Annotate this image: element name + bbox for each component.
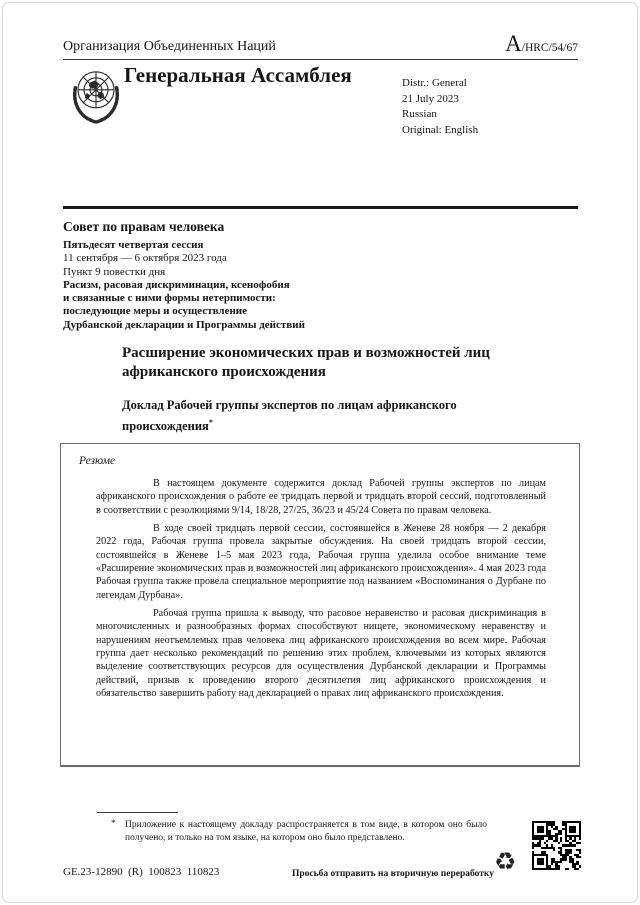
page-title: Расширение экономических прав и возможностей лиц африканского происхождения [122,345,490,380]
org-name: Организация Объединенных Наций [63,39,276,54]
agenda-title-line: Дурбанской декларации и Программы действий [63,318,305,331]
qr-code [532,821,581,870]
summary-body [96,477,546,701]
session-number: Пятьдесят четвертая сессия [63,239,204,251]
footnote-marker: * [111,819,116,829]
footnote [111,819,487,844]
agenda-title-line: и связанные с ними формы нетерпимости: [63,292,276,305]
section-divider-bar [63,206,578,209]
date-line: 21 July 2023 [402,92,459,105]
un-emblem-icon [63,62,129,130]
footnote-reference-mark: * [208,418,213,427]
original-language-line: Original: English [402,123,479,136]
recycle-icon: ♻ [494,847,517,876]
header-divider [63,59,578,60]
recycle-notice: Просьба отправить на вторичную переработку [292,869,494,879]
agenda-title-line: последующие меры и осуществление [63,305,248,318]
session-dates: 11 сентября — 6 октября 2023 года [63,252,227,265]
doc-symbol-number: /HRC/54/67 [521,42,578,54]
footnote-text: Приложение к настоящему докладу распространяется в том виде, в котором оно было получено, и только на том языке, на котором оно было представлено. [125,820,487,843]
report-subtitle-text: Доклад Рабочей группы экспертов по лицам африканского происхождения [122,398,457,434]
session-block [63,219,305,332]
doc-symbol [505,31,578,57]
assembly-title: Генеральная Ассамблея [124,63,352,87]
footnote-divider [97,812,178,813]
council-name: Совет по правам человека [63,219,225,234]
agenda-title-line: Расизм, расовая дискриминация, ксенофобия [63,278,290,291]
summary-heading: Резюме [79,455,116,467]
distribution-block [402,76,478,138]
summary-paragraph: В настоящем документе содержится доклад Рабочей группы экспертов по лицам африканского происхождения о работе ее тридцать первой и тридцать второй сессий, подготовленный в соответствии с резолюциями 9/14, 18/28, 27/25, 36/23 и 45/24 Совета по правам человека. [96,478,546,516]
summary-paragraph: В ходе своей тридцать первой сессии, состоявшейся в Женеве 28 ноября — 2 декабря 2022 года, Рабочая группа провела закрытые обсуждения. На своей тридцать второй сессии, состоявшейся в Женеве 1–5 мая 2023 года, Рабочая группа уделила особое внимание теме «Расширение экономических прав и возможностей лиц африканского происхождения». 4 мая 2023 года Рабочая группа также провела специальное мероприятие под названием «Воспоминания о Дурбане по легендам Дурбана». [96,523,546,601]
ge-reference: GE.23-12890 (R) 100823 110823 [63,866,220,878]
summary-box [60,443,580,767]
language-line: Russian [402,108,437,120]
distr-line: Distr.: General [402,77,467,89]
summary-paragraph: Рабочая группа пришла к выводу, что расовое неравенство и расовая дискриминация в многочисленных и разнообразных формах способствуют нищете, экономическому неравенству и нарушениям неотъемлемых прав человека лиц африканского происхождения во всем мире. Рабочая группа дает несколько рекомендаций по решению этих проблем, ключевыми из которых являются выделение соответствующих ресурсов для осуществления Дурбанской декларации и Программы действий, призыв к проведению второго десятилетия лиц африканского происхождения и обязательство завершить работу над декларацией о правах лиц африканского происхождения. [96,608,546,700]
agenda-item: Пункт 9 повестки дня [63,265,166,278]
report-subtitle [122,397,474,435]
doc-symbol-letter: A [505,31,522,56]
